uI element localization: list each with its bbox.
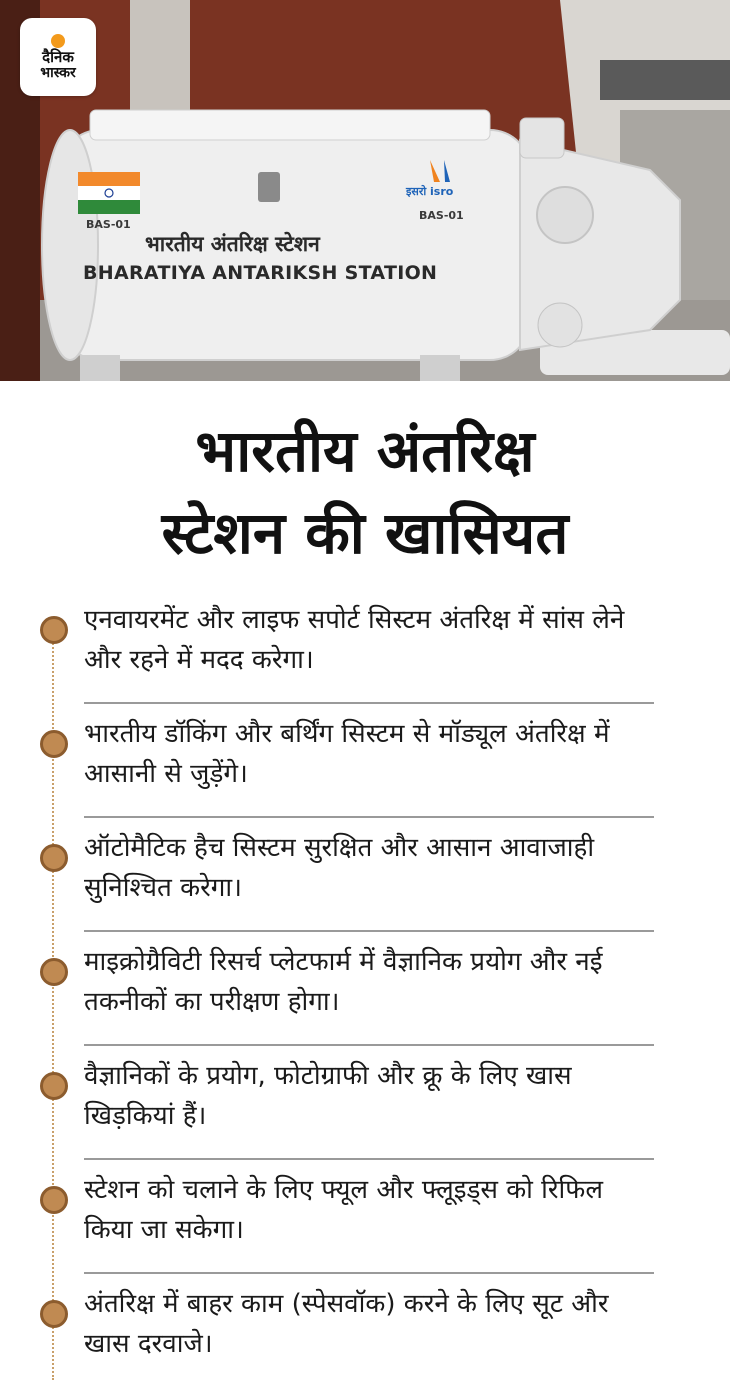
bullet-dot (40, 1300, 68, 1328)
list-item (0, 1274, 730, 1387)
hero-photo (0, 0, 730, 381)
list-item (0, 818, 730, 932)
bullet-dot (40, 616, 68, 644)
logo-word-1: दैनिक (42, 47, 74, 66)
module-code-right: BAS-01 (419, 209, 464, 222)
module-code-left: BAS-01 (86, 218, 131, 231)
dainik-bhaskar-logo (20, 18, 96, 96)
sun-icon (51, 34, 65, 48)
list-item (0, 1160, 730, 1274)
feature-text: वैज्ञानिकों के प्रयोग, फोटोग्राफी और क्रू के लिए खास खिड़कियां हैं। (84, 1061, 572, 1131)
feature-text: भारतीय डॉकिंग और बर्थिंग सिस्टम से मॉड्यूल अंतरिक्ष में आसानी से जुड़ेंगे। (84, 719, 610, 789)
list-item (0, 932, 730, 1046)
module-label-hindi: भारतीय अंतरिक्ष स्टेशन (145, 232, 320, 256)
feature-text: स्टेशन को चलाने के लिए फ्यूल और फ्लूइड्स को रिफिल किया जा सकेगा। (84, 1175, 603, 1245)
bullet-dot (40, 958, 68, 986)
module-label-english: BHARATIYA ANTARIKSH STATION (83, 262, 438, 284)
list-item (0, 590, 730, 704)
isro-logo-text: इसरो isro (406, 185, 454, 198)
list-item (0, 704, 730, 818)
feature-text: एनवायरमेंट और लाइफ सपोर्ट सिस्टम अंतरिक्ष में सांस लेने और रहने में मदद करेगा। (84, 605, 625, 675)
bullet-dot (40, 1072, 68, 1100)
page-title-line-1: भारतीय अंतरिक्ष (195, 417, 535, 485)
logo-word-2: भास्कर (40, 64, 76, 81)
list-item (0, 1046, 730, 1160)
feature-text: अंतरिक्ष में बाहर काम (स्पेसवॉक) करने के लिए सूट और खास दरवाजे। (84, 1289, 609, 1359)
bullet-dot (40, 844, 68, 872)
feature-text: माइक्रोग्रैविटी रिसर्च प्लेटफार्म में वैज्ञानिक प्रयोग और नई तकनीकों का परीक्षण होगा। (84, 947, 603, 1017)
page-title (0, 410, 730, 574)
station-module-illustration (0, 0, 730, 381)
feature-text: ऑटोमैटिक हैच सिस्टम सुरक्षित और आसान आवाजाही सुनिश्चित करेगा। (84, 833, 595, 903)
bullet-dot (40, 1186, 68, 1214)
bullet-dot (40, 730, 68, 758)
page-title-line-2: स्टेशन की खासियत (161, 499, 569, 567)
